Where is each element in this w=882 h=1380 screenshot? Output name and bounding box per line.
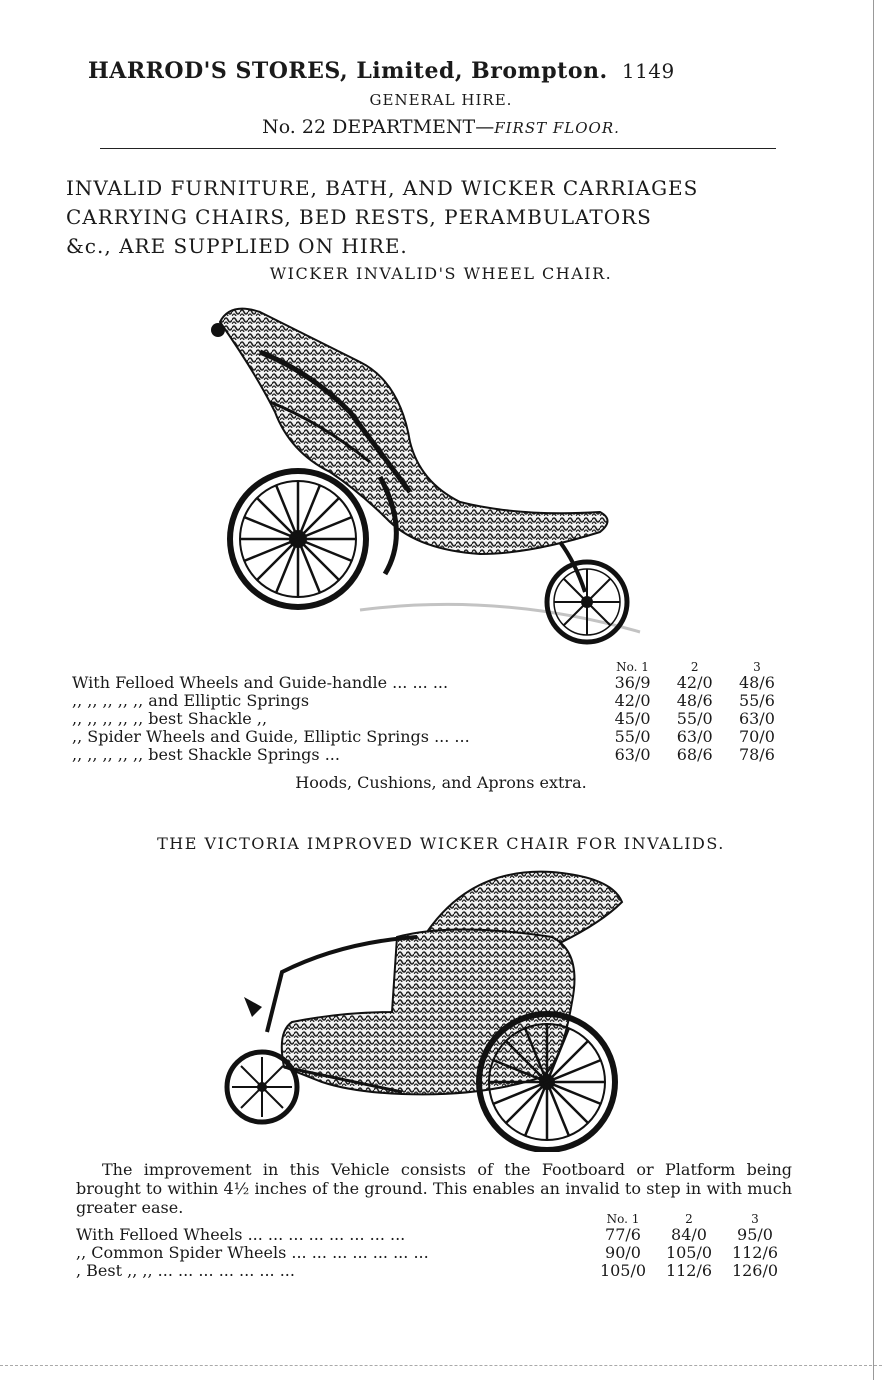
row-label: ,, ,, ,, ,, ,, best Shackle ,, (72, 709, 268, 728)
intro-line-3: &c., ARE SUPPLIED ON HIRE. (66, 234, 408, 258)
row-label: With Felloed Wheels and Guide-handle (72, 673, 388, 692)
victoria-chair-illustration (222, 862, 652, 1152)
floor-label: FIRST FLOOR. (494, 119, 620, 137)
row-leader: ... (324, 745, 340, 764)
wheel-chair-title: WICKER INVALID'S WHEEL CHAIR. (269, 264, 613, 283)
price-cell: 55/6 (738, 691, 775, 710)
price-cell: 126/0 (731, 1261, 779, 1280)
column-header: No. 1 (616, 660, 649, 674)
price-cell: 105/0 (599, 1261, 647, 1280)
price-cell: 48/6 (738, 673, 775, 692)
column-header: 2 (690, 660, 699, 674)
row-label: ,, Common Spider Wheels (76, 1243, 287, 1262)
price-cell: 42/0 (614, 691, 651, 710)
price-cell: 63/0 (614, 745, 651, 764)
row-label: ,, ,, ,, ,, ,, best Shackle Springs (72, 745, 320, 764)
row-label: ,, Spider Wheels and Guide, Elliptic Springs (72, 727, 429, 746)
table-row (76, 1262, 788, 1280)
row-leader: ... ... ... ... ... ... ... (291, 1243, 429, 1262)
table-row (72, 692, 788, 710)
table-row (72, 746, 788, 764)
general-hire-subtitle: GENERAL HIRE. (369, 91, 513, 109)
row-label: , Best ,, ,, (76, 1261, 153, 1280)
table-row (72, 728, 788, 746)
intro-line-2: CARRYING CHAIRS, BED RESTS, PERAMBULATORS (66, 205, 652, 229)
price-cell: 77/6 (605, 1225, 641, 1244)
price-cell: 95/0 (737, 1225, 773, 1244)
store-header (88, 58, 675, 84)
price-cell: 63/0 (676, 727, 713, 746)
price-cell: 112/6 (731, 1243, 779, 1262)
table-row (72, 710, 788, 728)
price-cell: 55/0 (614, 727, 651, 746)
row-leader: ... ... ... ... ... ... ... (157, 1261, 295, 1280)
intro-line-1: INVALID FURNITURE, BATH, AND WICKER CARRIAGES (66, 176, 699, 200)
store-name: HARROD'S STORES, Limited, Brompton. (88, 58, 608, 84)
extras-note: Hoods, Cushions, and Aprons extra. (295, 773, 587, 792)
paragraph-text: The improvement in this Vehicle consists of the Footboard or Platform being brought to within 4½ inches of the ground. This enables an invalid to step in with much greater ease. (76, 1160, 792, 1217)
price-cell: 42/0 (676, 673, 713, 692)
page-number: 1149 (621, 59, 675, 83)
table-row (76, 1226, 788, 1244)
column-header: 3 (751, 1212, 759, 1226)
price-cell: 84/0 (671, 1225, 707, 1244)
price-cell: 63/0 (738, 709, 775, 728)
wheel-chair-illustration (200, 292, 650, 652)
price-cell: 112/6 (665, 1261, 713, 1280)
page-bottom-edge (0, 1365, 882, 1366)
wheel-chair-price-table (72, 660, 788, 764)
intro-heading (66, 174, 806, 261)
price-cell: 36/9 (614, 673, 651, 692)
row-label: ,, ,, ,, ,, ,, and Elliptic Springs (72, 691, 310, 710)
department-label: No. 22 DEPARTMENT— (262, 116, 495, 138)
table-row (76, 1244, 788, 1262)
price-cell: 78/6 (738, 745, 775, 764)
price-cell: 105/0 (665, 1243, 713, 1262)
row-leader: ... ... (434, 727, 470, 746)
page-edge (873, 0, 874, 1380)
price-cell: 48/6 (676, 691, 713, 710)
column-header: 2 (685, 1212, 693, 1226)
header-rule (100, 148, 776, 149)
table-header-row (72, 660, 788, 674)
victoria-chair-price-table (76, 1212, 788, 1280)
table-header-row (76, 1212, 788, 1226)
row-leader: ... ... ... ... ... ... ... ... (247, 1225, 406, 1244)
column-header: No. 1 (606, 1212, 640, 1226)
price-cell: 55/0 (676, 709, 713, 728)
price-cell: 68/6 (676, 745, 713, 764)
price-cell: 45/0 (614, 709, 651, 728)
improvement-paragraph (76, 1160, 792, 1217)
row-leader: ... ... ... (392, 673, 449, 692)
table-row (72, 674, 788, 692)
row-label: With Felloed Wheels (76, 1225, 243, 1244)
department-line (0, 116, 882, 138)
victoria-chair-title: THE VICTORIA IMPROVED WICKER CHAIR FOR INVALIDS. (157, 834, 725, 853)
column-header: 3 (753, 660, 761, 674)
price-cell: 90/0 (605, 1243, 641, 1262)
price-cell: 70/0 (738, 727, 775, 746)
